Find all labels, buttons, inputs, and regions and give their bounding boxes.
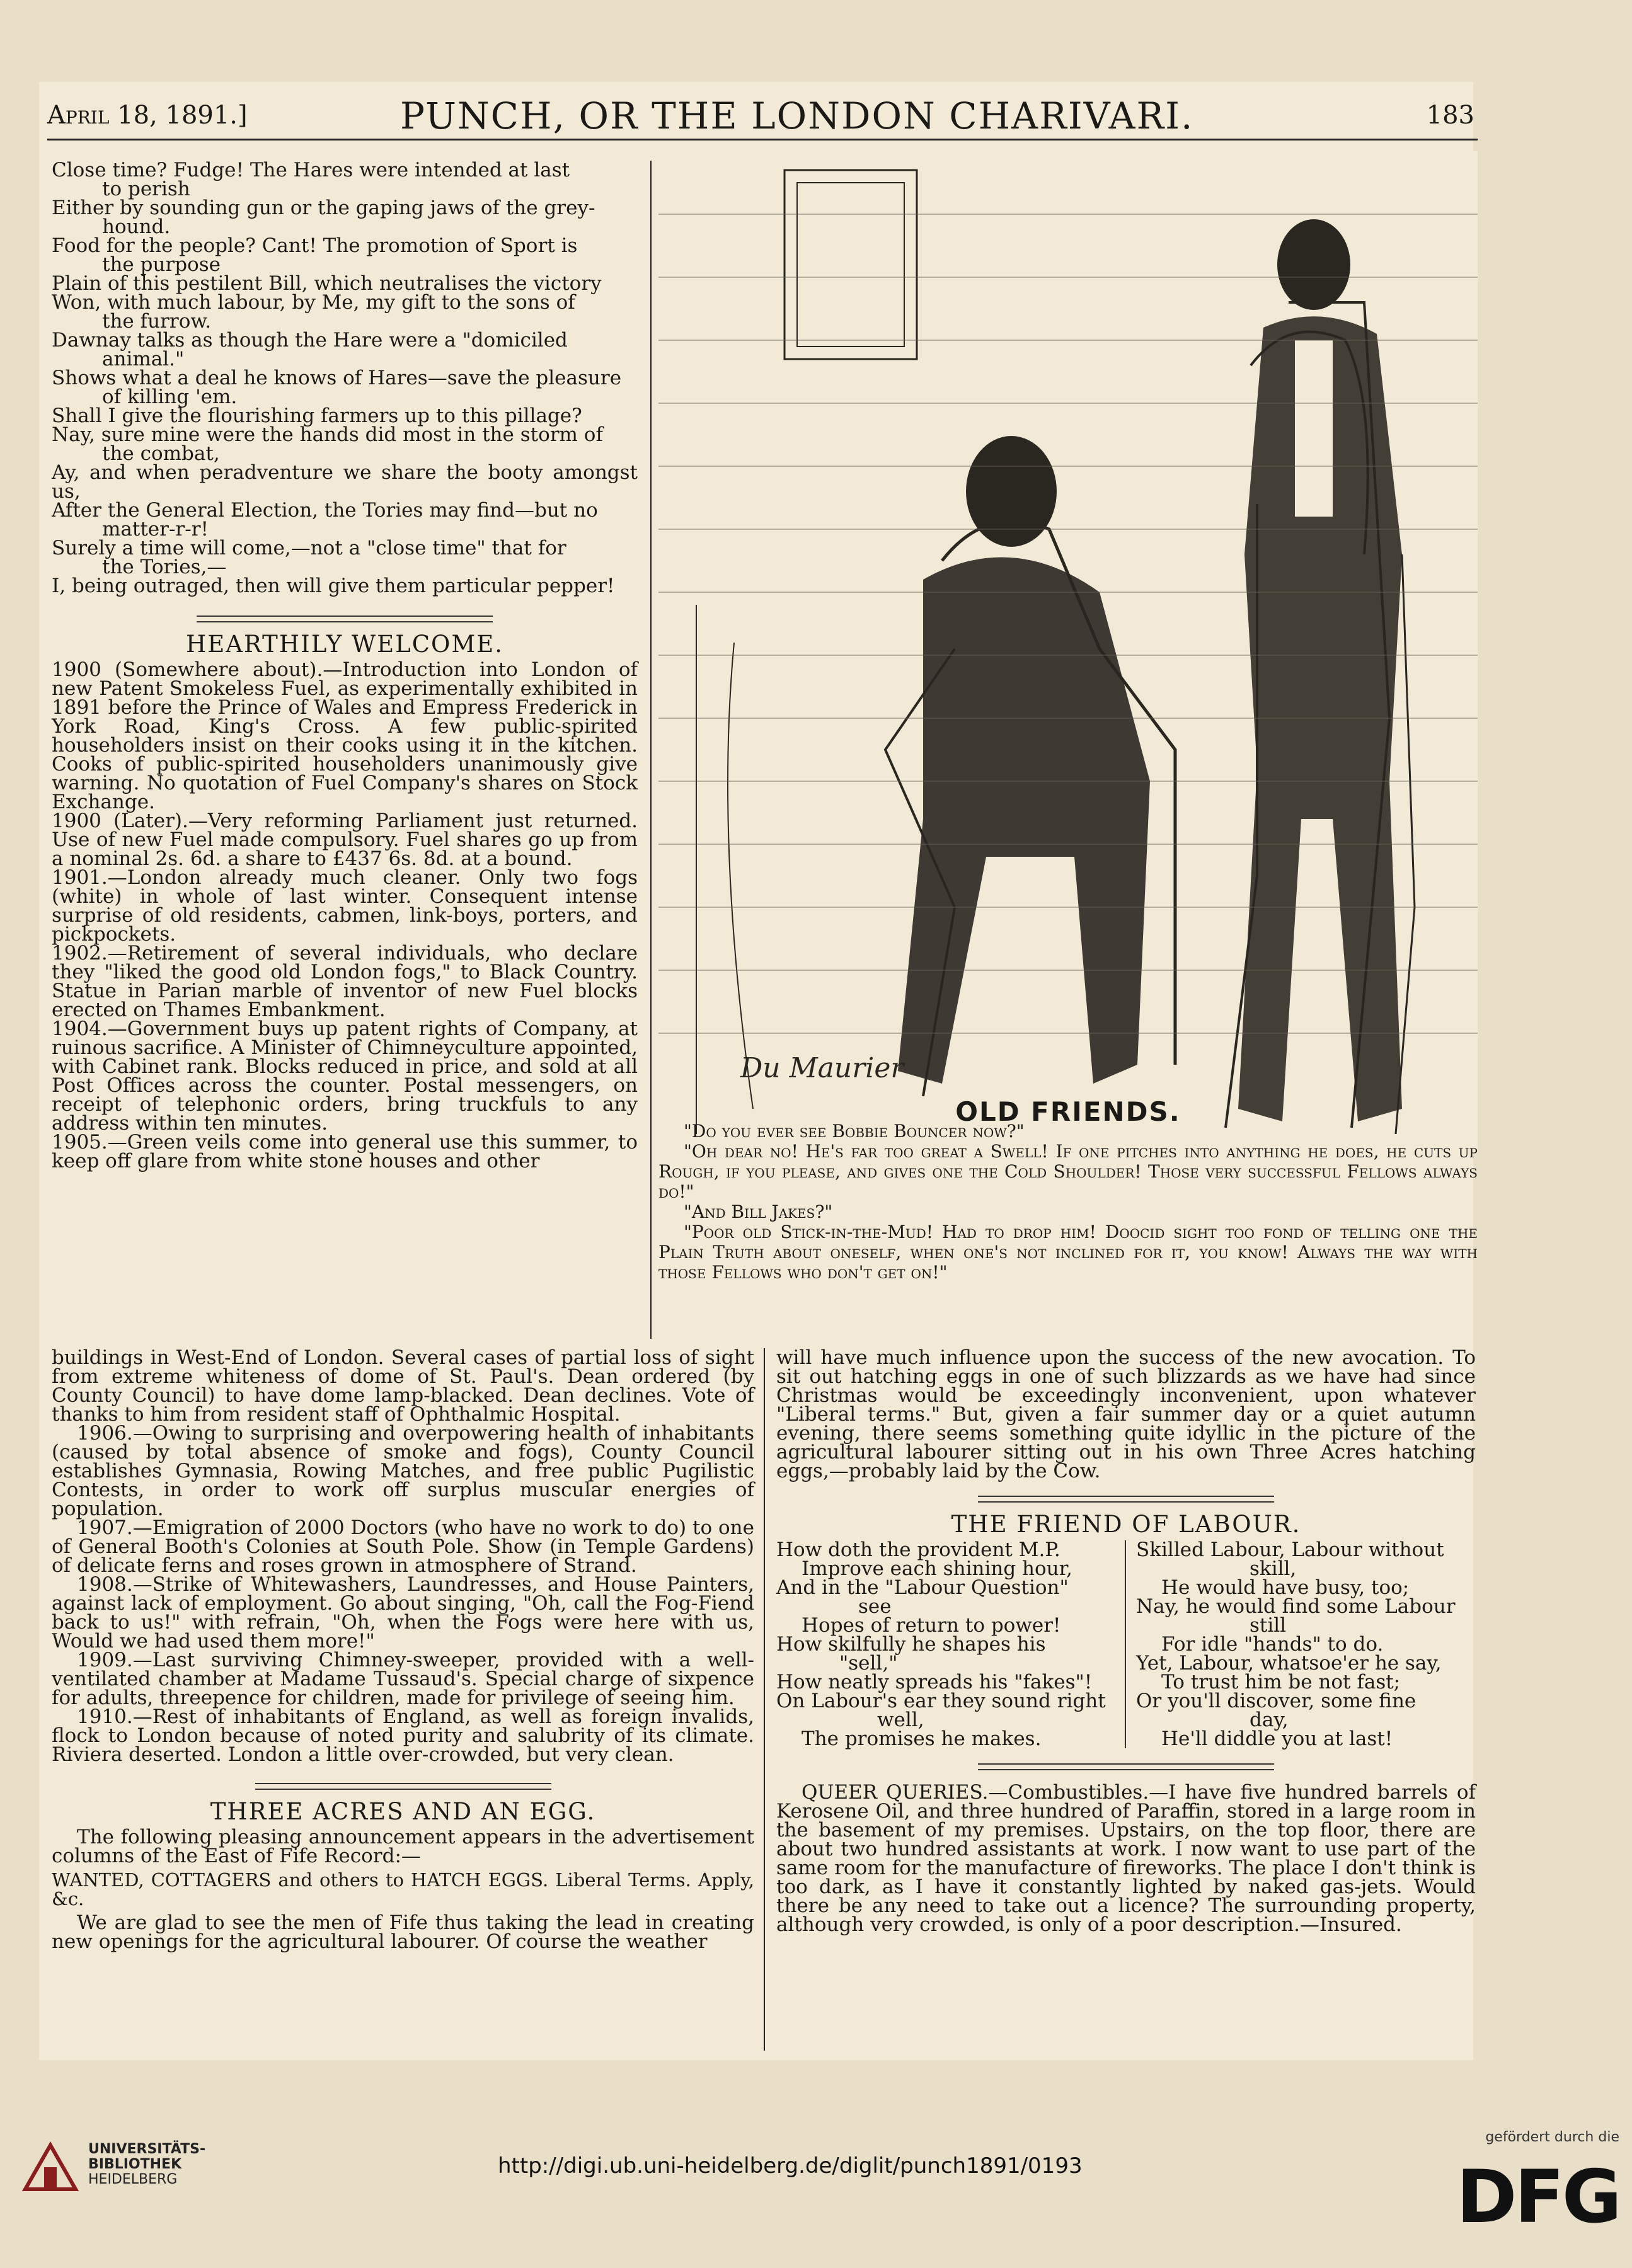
poem-line: How doth the provident M.P.: [776, 1538, 1060, 1561]
poem-line: "sell,": [839, 1652, 898, 1675]
header-page-number: 183: [1426, 101, 1474, 130]
heading-three-acres: THREE ACRES AND AN EGG.: [210, 1798, 596, 1825]
caption-line: "Oh dear no! He's far too great a Swell! If one pitches into anything he does, he cuts up Rough, if you please, and gives one the Cold Shoulder! Those very successful Fellows always do!": [658, 1141, 1478, 1202]
poem-line: For idle "hands" to do.: [1161, 1633, 1384, 1656]
poem-line: the combat,: [102, 442, 220, 465]
article-paragraph: We are glad to see the men of Fife thus taking the lead in creating new openings for the agricultural labourer. Of course the weather: [52, 1911, 754, 1953]
poem-line: Nay, he would find some Labour: [1136, 1595, 1456, 1618]
poem-line: Won, with much labour, by Me, my gift to the sons of: [52, 291, 575, 314]
seated-man-head: [966, 436, 1057, 547]
header-date: April 18, 1891.]: [47, 101, 248, 130]
poem-line: How skilfully he shapes his: [776, 1633, 1046, 1656]
hearthily-continued: [52, 1348, 754, 1951]
poem-line: Food for the people? Cant! The promotion of Sport is: [52, 234, 578, 257]
artist-signature: Du Maurier: [740, 1052, 904, 1084]
poem-line: Plain of this pestilent Bill, which neutralises the victory: [52, 272, 602, 295]
poem-line: animal.": [102, 348, 185, 370]
poem-line: the furrow.: [102, 310, 212, 333]
article-paragraph: 1909.—Last surviving Chimney-sweeper, provided with a well-ventilated chamber at Madame Tussaud's. Special charge of sixpence for adults, threepence for children, made for privilege of seeing him.: [52, 1649, 754, 1709]
article-paragraph: 1906.—Owing to surprising and overpowering health of inhabitants (caused by total absence of smoke and fogs), County Council establishes Gymnasia, Rowing Matches, and free public Pugilistic Contests, in order to work off surplus muscular energies of population.: [52, 1422, 754, 1520]
poem-line: Skilled Labour, Labour without: [1136, 1538, 1444, 1561]
poem-left-column: [776, 1540, 1126, 1748]
caption-line: "Do you ever see Bobbie Bouncer now?": [684, 1121, 1025, 1142]
poem-line: Nay, sure mine were the hands did most in the storm of: [52, 423, 603, 446]
poem-line: Ay, and when peradventure we share the booty amongst us,: [52, 461, 638, 503]
poem-line: skill,: [1250, 1557, 1297, 1580]
poem-line: Shall I give the flourishing farmers up to this pillage?: [52, 404, 582, 427]
university-logo-icon: [19, 2139, 82, 2196]
poem-line: Close time? Fudge! The Hares were intended at last: [52, 159, 570, 181]
standing-man-head: [1277, 219, 1350, 310]
poem-line: well,: [877, 1709, 924, 1731]
section-divider: [197, 616, 493, 622]
poem-right-column: [1126, 1540, 1476, 1748]
article-paragraph: will have much influence upon the success of the new avocation. To sit out hatching eggs in one of such blizzards as we have had since Christmas would be exceedingly inconvenient, upon whatever "Liberal terms." But, given a fair summer day or a quiet autumn evening, there seems something quite idyllic in the picture of the agricultural labourer sitting out in his own Three Acres hatching eggs,—probably laid by the Cow.: [776, 1346, 1476, 1482]
heading-friend-of-labour: THE FRIEND OF LABOUR.: [951, 1511, 1301, 1538]
caption-line: "Poor old Stick-in-the-Mud! Had to drop him! Doocid sight too fond of telling one the Plain Truth about oneself, when one's not inclined for it, you know! Always the way with those Fellows who don't get on!": [658, 1222, 1478, 1283]
section-divider: [255, 1783, 551, 1790]
poem-close-time: [52, 161, 638, 1171]
funding-note: gefördert durch die: [1485, 2129, 1619, 2145]
article-paragraph: 1908.—Strike of Whitewashers, Laundresses, and House Painters, against lack of employment. Go about singing, "Oh, call the Fog-Fiend back to us!" with refrain, "Oh, when the Fogs were here with us, Would we had used them more!": [52, 1573, 754, 1652]
header-title: PUNCH, OR THE LONDON CHARIVARI.: [400, 94, 1194, 137]
poem-line: Shows what a deal he knows of Hares—save the pleasure: [52, 367, 622, 389]
article-paragraph: The following pleasing announcement appears in the advertisement columns of the East of Fife Record:—: [52, 1826, 754, 1867]
poem-line: hound.: [102, 215, 171, 238]
poem-line: the Tories,—: [102, 556, 227, 578]
cartoon-caption: [658, 1096, 1478, 1283]
poem-line: Either by sounding gun or the gaping jaws of the grey-: [52, 197, 595, 219]
article-paragraph: 1900 (Later).—Very reforming Parliament just returned. Use of new Fuel made compulsory. Fuel shares go up from a nominal 2s. 6d. a share to £437 6s. 8d. at a bound.: [52, 810, 638, 870]
university-name-line: HEIDELBERG: [88, 2172, 178, 2187]
poem-line: The promises he makes.: [802, 1727, 1042, 1750]
poem-line: the purpose: [102, 253, 221, 276]
poem-line: Yet, Labour, whatsoe'er he say,: [1136, 1652, 1442, 1675]
poem-line: matter-r-r!: [102, 518, 209, 541]
university-name: [88, 2142, 205, 2187]
queer-queries: QUEER QUERIES.—Combustibles.—I have five hundred barrels of Kerosene Oil, and three hundred of Paraffin, stored in a large room in the basement of my premises. Upstairs, on the top floor, there are about two hundred assistants at work. I now want to use part of the same room for the manufacture of fireworks. The place I don't think is too dark, as I have it constantly lighted by naked gas-jets. Would there be any need to take out a licence? The surrounding property, although very crowded, is only of a poor description.—Insured.: [776, 1781, 1476, 1936]
poem-line: I, being outraged, then will give them particular pepper!: [52, 575, 615, 597]
poem-line: to perish: [102, 178, 190, 200]
poem-line: still: [1250, 1614, 1287, 1637]
article-paragraph: 1910.—Rest of inhabitants of England, as well as foreign invalids, flock to London because of noted purity and salubrity of its climate. Riviera deserted. London a little over-crowded, but very clean.: [52, 1705, 754, 1766]
university-name-line: BIBLIOTHEK: [88, 2156, 182, 2172]
caption-title: OLD FRIENDS.: [955, 1096, 1181, 1127]
poem-line: of killing 'em.: [102, 386, 238, 408]
section-divider: [978, 1496, 1274, 1503]
poem-line: day,: [1250, 1709, 1289, 1731]
article-paragraph: 1900 (Somewhere about).—Introduction into London of new Patent Smokeless Fuel, as experimentally exhibited in 1891 before the Prince of Wales and Empress Frederick in York Road, King's Cross. A few public-spirited householders insist on their cooks using it in the kitchen. Cooks of public-spirited householders unanimously give warning. No quotation of Fuel Company's shares on Stock Exchange.: [52, 658, 638, 813]
article-paragraph: 1905.—Green veils come into general use this summer, to keep off glare from white stone houses and other: [52, 1131, 638, 1172]
heading-hearthily-welcome: HEARTHILY WELCOME.: [185, 631, 504, 658]
poem-line: Surely a time will come,—not a "close time" that for: [52, 537, 566, 559]
university-name-line: UNIVERSITÄTS-: [88, 2141, 206, 2157]
section-divider: [978, 1763, 1274, 1770]
header-rule: [47, 139, 1478, 140]
cartoon-illustration: [658, 151, 1478, 1153]
poem-friend-of-labour: [776, 1540, 1476, 1748]
poem-line: Or you'll discover, some fine: [1136, 1690, 1417, 1712]
article-paragraph: buildings in West-End of London. Several cases of partial loss of sight from extreme whiteness of dome of St. Paul's. Dean ordered (by County Council) to have dome lamp-blacked. Dean declines. Vote of thanks to him from resident staff of Ophthalmic Hospital.: [52, 1346, 754, 1426]
poem-line: And in the "Labour Question": [776, 1576, 1069, 1599]
poem-line: To trust him be not fast;: [1161, 1671, 1401, 1693]
poem-line: Dawnay talks as though the Hare were a "domiciled: [52, 329, 568, 352]
poem-line: He'll diddle you at last!: [1161, 1727, 1393, 1750]
poem-line: see: [858, 1595, 892, 1618]
dfg-logo: DFG: [1456, 2155, 1619, 2240]
article-paragraph: 1902.—Retirement of several individuals, who declare they "liked the good old London fogs," to Black Country. Statue in Parian marble of inventor of new Fuel blocks erected on Thames Embankment.: [52, 942, 638, 1021]
poem-line: Improve each shining hour,: [802, 1557, 1072, 1580]
article-paragraph: 1907.—Emigration of 2000 Doctors (who have no work to do) to one of General Booth's Colonies at South Pole. Show (in Temple Gardens) of delicate ferns and roses grown in atmosphere of Strand.: [52, 1516, 754, 1577]
source-url-link[interactable]: http://digi.ub.uni-heidelberg.de/diglit/punch1891/0193: [498, 2153, 1083, 2179]
poem-line: He would have busy, too;: [1161, 1576, 1410, 1599]
poem-line: How neatly spreads his "fakes"!: [776, 1671, 1093, 1693]
poem-line: On Labour's ear they sound right: [776, 1690, 1106, 1712]
poem-line: After the General Election, the Tories may find—but no: [52, 499, 598, 522]
column-divider-lower: [764, 1348, 765, 2051]
article-paragraph: 1901.—London already much cleaner. Only two fogs (white) in whole of last winter. Consequent intense surprise of old residents, cabmen, link-boys, porters, and pickpockets.: [52, 866, 638, 946]
column-divider: [650, 161, 652, 1339]
right-column: [776, 1348, 1476, 1934]
caption-line: "And Bill Jakes?": [684, 1201, 833, 1222]
advertisement: WANTED, COTTAGERS and others to HATCH EGGS. Liberal Terms. Apply, &c.: [52, 1869, 754, 1910]
poem-line: Hopes of return to power!: [802, 1614, 1061, 1637]
article-paragraph: 1904.—Government buys up patent rights of Company, at ruinous sacrifice. A Minister of Chimneyculture appointed, with Cabinet rank. Blocks reduced in price, and sold at all Post Offices across the counter. Postal messengers, on receipt of telephonic orders, bring truckfuls to any address within ten minutes.: [52, 1017, 638, 1135]
